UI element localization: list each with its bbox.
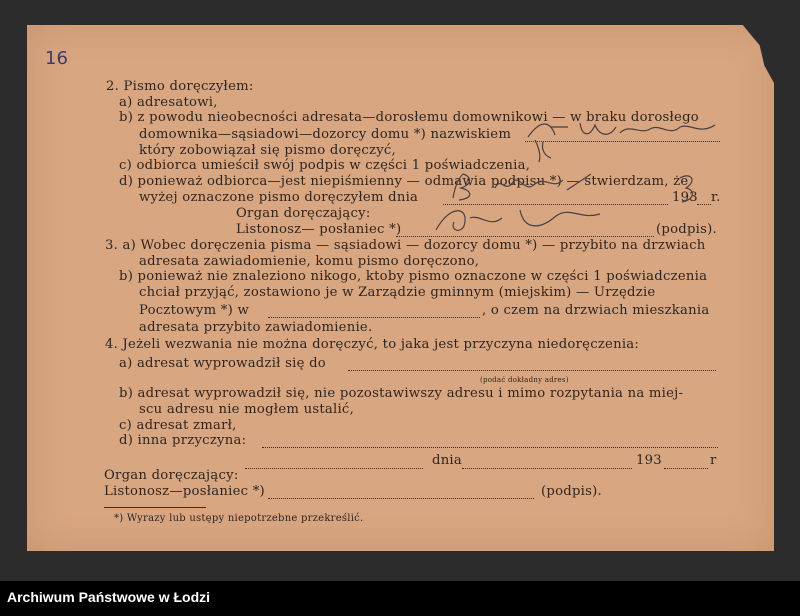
section-4-item-b-line1: b) adresat wyprowadził się, nie pozostawiwszy adresu i mimo rozpytania na miej-: [119, 386, 684, 401]
section-3-item-b-line3b: , o czem na drzwiach mieszkania: [482, 303, 710, 318]
section-4-item-c: c) adresat zmarł,: [119, 418, 237, 433]
page-number-handwritten: 16: [45, 48, 68, 69]
section-3-item-b-line1: b) ponieważ nie znaleziono nikogo, ktoby pismo oznaczone w części 1 poświadczenia: [119, 269, 708, 284]
section-3-item-b-line2: chciał przyjąć, zostawiono je w Zarządzie gminnym (miejskim) — Urzędzie: [139, 285, 656, 300]
section-4-year: 193: [636, 453, 662, 468]
section-3-item-b-line4: adresata przybito zawiadomienie.: [139, 320, 373, 335]
section-2-title: 2. Pismo doręczyłem:: [106, 79, 254, 94]
section-3-item-a-line2: adresata zawiadomienie, komu pismo doręczono,: [139, 254, 480, 269]
section-2-item-d-line1: d) ponieważ odbiorca—jest niepiśmienny — odmawia podpisu *) — stwierdzam, że: [119, 174, 689, 189]
section-2-item-b-line3: który zobowiązał się pismo doręczyć,: [139, 143, 396, 158]
place-field-line: [245, 467, 423, 469]
archive-name: Archiwum Państwowe w Łodzi: [7, 589, 211, 605]
section-4-item-a: a) adresat wyprowadził się do: [119, 356, 326, 371]
section-2-organ: Organ doręczający:: [236, 206, 371, 221]
section-4-title: 4. Jeżeli wezwania nie można doręczyć, to jaka jest przyczyna niedoręczenia:: [105, 337, 640, 352]
footnote-divider: [104, 507, 206, 508]
handwritten-year: [670, 170, 710, 206]
signature-field-line-2: [268, 497, 534, 499]
handwritten-mark: [525, 138, 565, 164]
handwritten-signature: [430, 200, 610, 236]
section-3-item-a-line1: 3. a) Wobec doręczenia pisma — sąsiadowi — dozorcy domu *) — przybito na drzwiach: [105, 238, 706, 253]
section-2-listonosz: Listonosz— posłaniec *): [236, 222, 402, 237]
section-4-podpis: (podpis).: [541, 484, 602, 499]
year-field-line-2: [664, 467, 708, 469]
section-2-podpis: (podpis).: [656, 222, 717, 237]
section-4-item-b-line2: scu adresu nie mogłem ustalić,: [139, 402, 355, 417]
footnote: *) Wyrazy lub ustępy niepotrzebne przekreślić.: [114, 513, 364, 524]
new-address-field-line: [348, 369, 716, 371]
other-reason-field-line: [262, 446, 718, 448]
section-4-r: r: [710, 453, 717, 468]
section-2-item-c: c) odbiorca umieścił swój podpis w części 1 poświadczenia,: [119, 158, 531, 173]
office-field-line: [268, 316, 480, 318]
address-hint: (podać dokładny adres): [480, 376, 569, 384]
section-4-item-d: d) inna przyczyna:: [119, 433, 247, 448]
section-4-dnia: dnia: [432, 453, 463, 468]
section-2-r: r.: [711, 190, 721, 205]
section-2-item-a: a) adresatowi,: [119, 95, 218, 110]
date-field-line-2: [462, 467, 632, 469]
section-4-listonosz: Listonosz—posłaniec *): [104, 484, 265, 499]
section-2-item-b-line1: b) z powodu nieobecności adresata—dorosłemu domownikowi — w braku dorosłego: [119, 110, 699, 125]
handwritten-date: [445, 168, 605, 204]
section-2-item-d-line2: wyżej oznaczone pismo doręczyłem dnia: [139, 190, 419, 205]
section-2-year: 193: [672, 190, 698, 205]
torn-corner: [726, 25, 774, 83]
section-3-item-b-line3a: Pocztowym *) w: [139, 303, 250, 318]
section-2-item-b-line2: domownika—sąsiadowi—dozorcy domu *) nazwiskiem: [139, 127, 512, 142]
section-4-organ: Organ doręczający:: [104, 468, 239, 483]
